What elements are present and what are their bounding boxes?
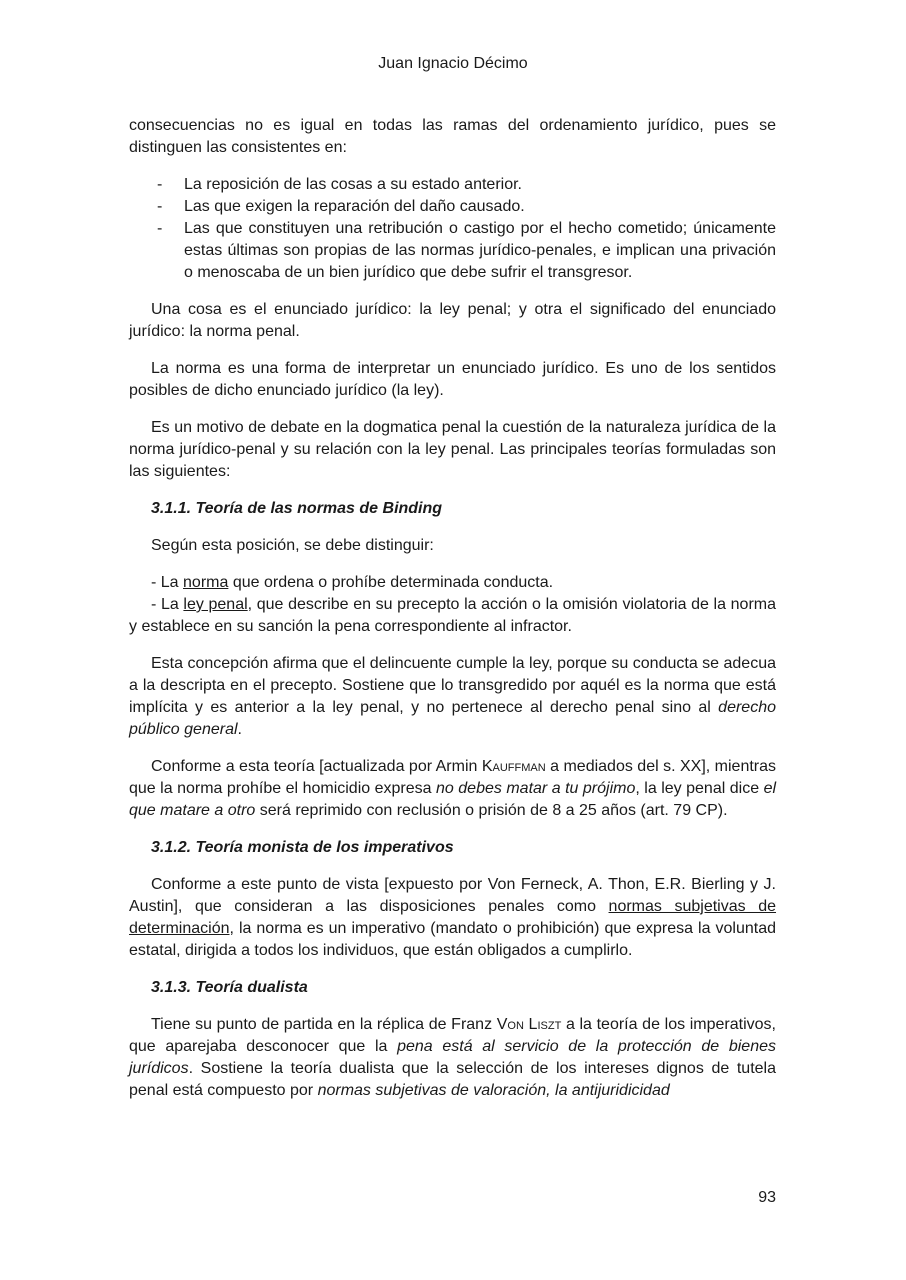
section-heading: 3.1.2. Teoría monista de los imperativos bbox=[151, 839, 454, 856]
text-run: La norma es una forma de interpretar un enunciado jurídico. Es uno de los sentidos posibles de dicho enunciado jurídico (la ley). bbox=[129, 360, 776, 399]
small-caps-name: Von Liszt bbox=[496, 1016, 562, 1033]
text-run: Tiene su punto de partida en la réplica de Franz bbox=[151, 1016, 497, 1033]
paragraph bbox=[129, 594, 776, 638]
text-run: - La bbox=[151, 596, 184, 613]
text-run: Conforme a este punto de vista [expuesto por Von Ferneck, A. Thon, E.R. Bierling y J. Austin], que consideran a las disposiciones penales como bbox=[129, 876, 776, 915]
paragraph bbox=[129, 572, 776, 594]
underlined-term: normas subjetivas de determinación bbox=[129, 898, 777, 937]
text-run: - La bbox=[151, 574, 184, 591]
italic-text: pena está al servicio de la protección de bienes jurídicos bbox=[129, 1038, 776, 1077]
text-run: Es un motivo de debate en la dogmatica penal la cuestión de la naturaleza jurídica de la norma jurídico-penal y su relación con la ley penal. Las principales teorías formuladas son las siguientes: bbox=[129, 419, 776, 480]
page-body bbox=[129, 115, 776, 1117]
section-heading: 3.1.3. Teoría dualista bbox=[151, 979, 308, 996]
italic-text: normas subjetivas de valoración, la antijuridicidad bbox=[317, 1082, 670, 1099]
list-item bbox=[129, 218, 776, 284]
paragraph bbox=[129, 535, 776, 557]
text-run: , la ley penal dice bbox=[635, 780, 764, 797]
list-item-text: Las que exigen la reparación del daño causado. bbox=[184, 198, 525, 215]
text-run: Según esta posición, se debe distinguir: bbox=[151, 537, 434, 554]
paragraph bbox=[129, 299, 776, 343]
list-item-text: Las que constituyen una retribución o castigo por el hecho cometido; únicamente estas últimas son propias de las normas jurídico-penales, e implican una privación o menoscaba de un bien jurídico que debe sufrir el transgresor. bbox=[184, 220, 776, 281]
text-run: . Sostiene la teoría dualista que la selección de los intereses dignos de tutela penal está compuesto por bbox=[129, 1060, 776, 1099]
italic-text: derecho público general bbox=[129, 699, 776, 738]
paragraph bbox=[129, 417, 776, 483]
paragraph bbox=[129, 115, 776, 159]
text-run: a mediados del s. XX], mientras que la norma prohíbe el homicidio expresa bbox=[129, 758, 777, 797]
bullet-list bbox=[129, 174, 776, 284]
paragraph bbox=[129, 1014, 776, 1102]
text-run: , que describe en su precepto la acción o la omisión violatoria de la norma y establece en su sanción la pena correspondiente al infractor. bbox=[129, 596, 777, 635]
italic-text: el que matare a otro bbox=[129, 780, 777, 819]
text-run: Una cosa es el enunciado jurídico: la ley penal; y otra el significado del enunciado jurídico: la norma penal. bbox=[129, 301, 776, 340]
dash-bullet-icon: - bbox=[157, 176, 163, 193]
small-caps-name: Kauffman bbox=[481, 758, 546, 775]
dash-bullet-icon: - bbox=[157, 198, 163, 215]
running-header: Juan Ignacio Décimo bbox=[378, 55, 528, 72]
paragraph bbox=[129, 756, 776, 822]
text-run: a la teoría de los imperativos, que aparejaba desconocer que la bbox=[129, 1016, 776, 1055]
underlined-term: ley penal bbox=[183, 596, 248, 613]
paragraph bbox=[129, 358, 776, 402]
paragraph bbox=[129, 653, 776, 741]
list-item-text: La reposición de las cosas a su estado anterior. bbox=[184, 176, 522, 193]
text-run: será reprimido con reclusión o prisión de 8 a 25 años (art. 79 CP). bbox=[255, 802, 728, 819]
text-run: , la norma es un imperativo (mandato o prohibición) que expresa la voluntad estatal, dirigida a todos los individuos, que están obligados a cumplirlo. bbox=[129, 920, 776, 959]
underlined-term: norma bbox=[183, 574, 229, 591]
text-run: que ordena o prohíbe determinada conducta. bbox=[228, 574, 554, 591]
text-run: consecuencias no es igual en todas las ramas del ordenamiento jurídico, pues se distinguen las consistentes en: bbox=[129, 117, 776, 156]
text-run: Esta concepción afirma que el delincuente cumple la ley, porque su conducta se adecua a la descripta en el precepto. Sostiene que lo transgredido por aquél es la norma que está implícita y es anterior a la ley penal, y no pertenece al derecho penal sino al bbox=[129, 655, 776, 716]
page-number: 93 bbox=[758, 1189, 776, 1206]
italic-text: no debes matar a tu prójimo bbox=[436, 780, 636, 797]
list-item bbox=[129, 196, 776, 218]
section-heading: 3.1.1. Teoría de las normas de Binding bbox=[151, 500, 443, 517]
text-run: . bbox=[237, 721, 242, 738]
text-run: Conforme a esta teoría [actualizada por Armin bbox=[151, 758, 482, 775]
list-item bbox=[129, 174, 776, 196]
paragraph bbox=[129, 874, 776, 962]
dash-bullet-icon: - bbox=[157, 220, 163, 237]
